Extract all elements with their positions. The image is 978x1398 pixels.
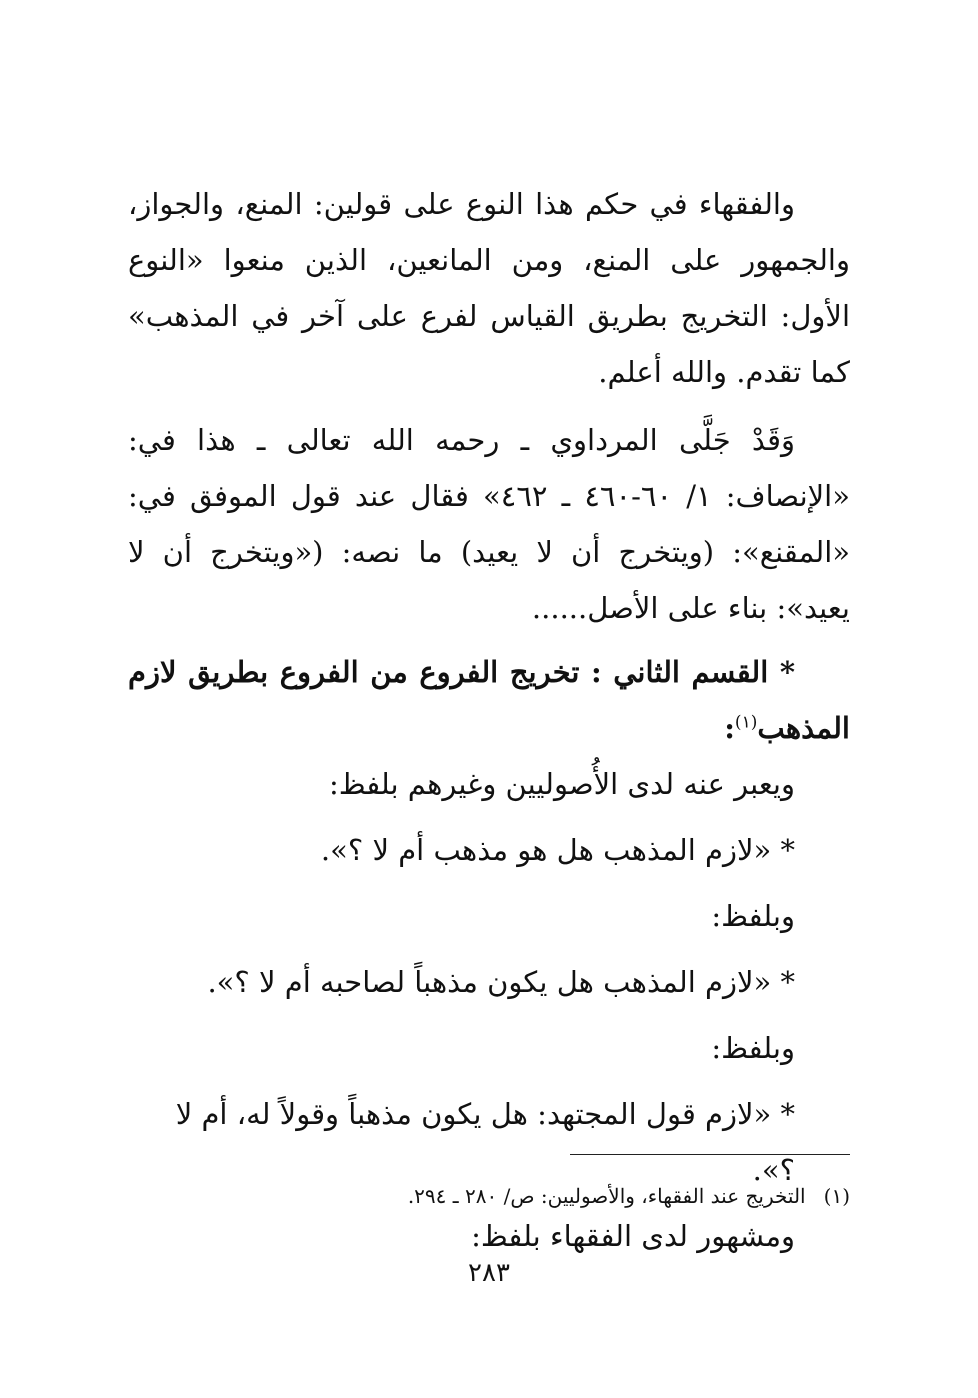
main-text xyxy=(128,176,850,1264)
bullet-item: * «لازم المذهب هل هو مذهب أم لا ؟». xyxy=(320,833,795,867)
paragraph-mardawi: وَقَدْ جَلَّى المرداوي ـ رحمه الله تعالى ـ هذا في: «الإنصاف: ١/ ٦٠-٤٦٠ ـ ٤٦٢» فقال عند قول الموفق في: «المقنع»: (ويتخرج أن لا يعيد) ما نصه: («ويتخرج أن لا يعيد»: بناء على الأصل...... xyxy=(128,423,850,625)
footnote-reference[interactable]: (١) xyxy=(734,712,758,733)
footnote-number: (١) xyxy=(823,1184,850,1208)
bullet-item: * «لازم المذهب هل يكون مذهباً لصاحبه أم لا ؟». xyxy=(207,965,795,999)
page-number: ٢٨٣ xyxy=(468,1258,510,1288)
paragraph-scholars-opinions: والفقهاء في حكم هذا النوع على قولين: المنع، والجواز، والجمهور على المنع، ومن المانعين، الذين منعوا «النوع الأول: التخريج بطريق القياس لفرع على آخر في المذهب» كما تقدم. والله أعلم. xyxy=(128,187,850,389)
text-line: وبلفظ: xyxy=(711,899,795,933)
footnote-separator xyxy=(570,1154,850,1155)
footnote-text: التخريج عند الفقهاء، والأصوليين: ص/ ٢٨٠ ـ ٢٩٤. xyxy=(407,1184,806,1208)
section-heading-text: * القسم الثاني : تخريج الفروع من الفروع بطريق لازم المذهب xyxy=(128,655,850,745)
footnote xyxy=(128,1180,850,1212)
section-heading-colon: : xyxy=(724,711,735,745)
text-line: وبلفظ: xyxy=(711,1031,795,1065)
text-line: ويعبر عنه لدى الأُصوليين وغيرهم بلفظ: xyxy=(328,767,795,801)
bullet-item: * «لازم قول المجتهد: هل يكون مذهباً وقولاً له، أم لا ؟». xyxy=(175,1097,795,1187)
section-heading xyxy=(128,644,850,756)
text-line: ومشهور لدى الفقهاء بلفظ: xyxy=(471,1219,795,1253)
